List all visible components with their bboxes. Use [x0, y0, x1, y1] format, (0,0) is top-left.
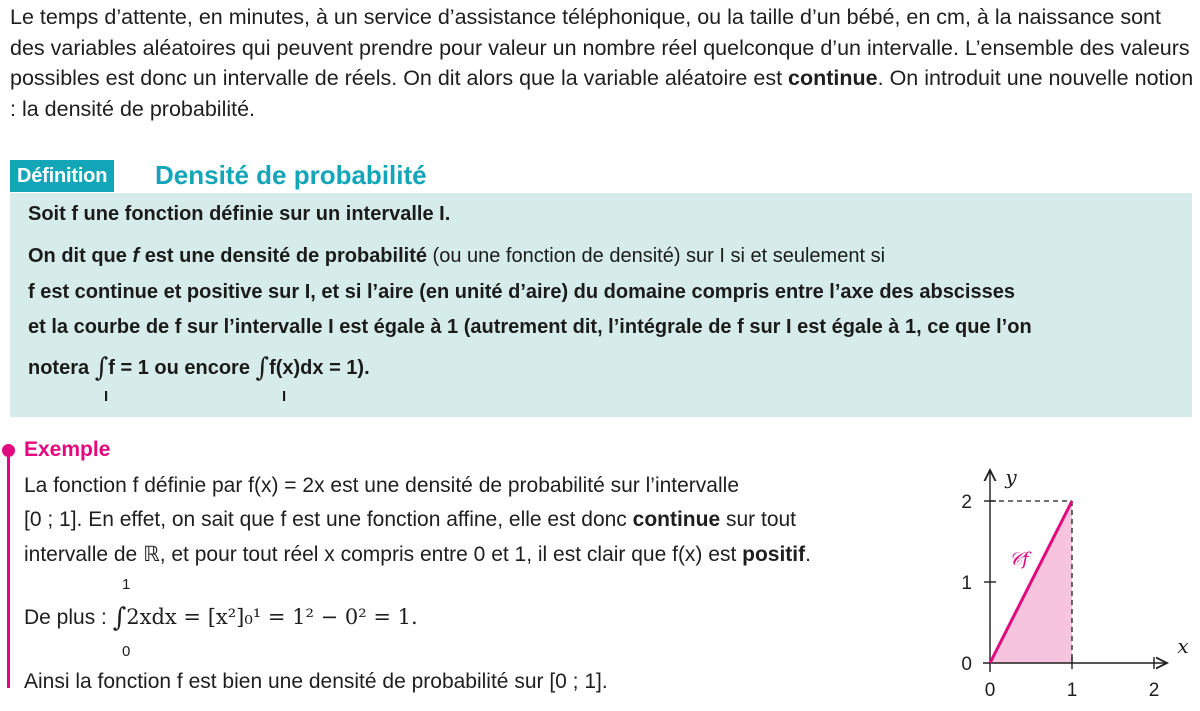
definition-tag: Définition — [10, 160, 114, 192]
def-l5-int1: f = 1 — [108, 357, 149, 379]
def-l2-c: (ou une fonction de densité) sur I si et seulement si — [432, 245, 886, 267]
definition-line-4: et la courbe de f sur l’intervalle I est égale à 1 (autrement dit, l’intégrale de f sur I est égale à 1, ce que l’on — [28, 316, 1032, 338]
def-l5-b: ou encore — [154, 357, 250, 379]
curve-label: 𝒞f — [1009, 549, 1029, 570]
def-l2-a: On dit que — [28, 245, 127, 267]
def-l2-f: f — [132, 245, 140, 267]
example-line-3 — [24, 542, 811, 567]
y-tick-label-1: 1 — [961, 573, 972, 594]
definition-line-1: Soit f une fonction définie sur un intervalle I. — [28, 203, 451, 225]
def-l2-b: est une — [144, 245, 215, 267]
example-line-2 — [24, 508, 796, 532]
integral-subscript-2: I — [282, 388, 287, 405]
ex-l2-bold: continue — [632, 508, 721, 531]
integral-lower-bound: 0 — [122, 643, 131, 660]
example-bullet-icon — [2, 444, 15, 457]
definition-line-5 — [28, 353, 370, 383]
definition-line-3: f est continue et positive sur I, et si l’aire (en unité d’aire) du domaine compris entre l’axe des abscisses — [28, 281, 1015, 303]
def-l5-a: notera — [28, 357, 90, 379]
ex-l4-a: De plus : — [24, 606, 107, 629]
integral-sign-icon: ∫ — [94, 353, 109, 383]
intro-bold-continue: continue — [788, 66, 878, 90]
ex-l3-bold: positif — [742, 543, 806, 566]
def-l2-bold: densité de probabilité — [220, 245, 427, 267]
intro-text: Le temps d’attente, en minutes, à un service d’assistance téléphonique, ou la taille d’un bébé, en cm, à la naissance sont des variables aléatoires qui peuvent prendre pour valeur un nombre réel quelconque d’un intervalle. L’ensemble des valeurs possibles est donc un intervalle de réels. On dit alors que la variable aléatoire est — [10, 5, 1190, 90]
definition-title: Densité de probabilité — [155, 160, 427, 190]
integral-sign-icon-3: ∫ — [112, 603, 127, 633]
example-title: Exemple — [24, 438, 111, 461]
x-axis-label: x — [1177, 634, 1189, 658]
y-tick-label-0: 0 — [961, 654, 972, 675]
integral-subscript-1: I — [104, 388, 109, 405]
intro-tail: . On introduit une nouvelle notion : la densité de probabilité. — [10, 66, 1194, 121]
def-l5-int2: f(x)dx = 1). — [269, 357, 370, 379]
y-tick-label-2: 2 — [961, 492, 972, 513]
example-line-5: Ainsi la fonction f est bien une densité de probabilité sur [0 ; 1]. — [24, 670, 608, 693]
example-line-4 — [24, 603, 418, 633]
definition-line-2 — [28, 245, 885, 268]
ex-l3-a: intervalle de ℝ, et pour tout réel x compris entre 0 et 1, il est clair que f(x) est — [24, 543, 737, 566]
ex-l2-a: [0 ; 1]. En effet, on sait que f est une fonction affine, elle est donc — [24, 508, 627, 531]
integral-sign-icon-2: ∫ — [255, 353, 270, 383]
x-tick-label-0: 0 — [984, 680, 996, 701]
y-axis-label: y — [1005, 465, 1017, 489]
x-tick-label-1: 1 — [1066, 680, 1078, 701]
ex-l3-b: . — [805, 543, 811, 566]
ex-l4-math: 2xdx = [x²]₀¹ = 1² − 0² = 1. — [126, 605, 418, 629]
ex-l2-b: sur tout — [725, 508, 797, 531]
example-line-1: La fonction f définie par f(x) = 2x est une densité de probabilité sur l’intervalle — [24, 474, 739, 497]
definition-box — [10, 193, 1192, 417]
example-margin-bar — [7, 450, 10, 688]
integral-upper-bound: 1 — [122, 576, 131, 593]
x-tick-label-2: 2 — [1148, 680, 1160, 701]
density-graph — [945, 460, 1195, 710]
intro-paragraph — [10, 2, 1195, 124]
